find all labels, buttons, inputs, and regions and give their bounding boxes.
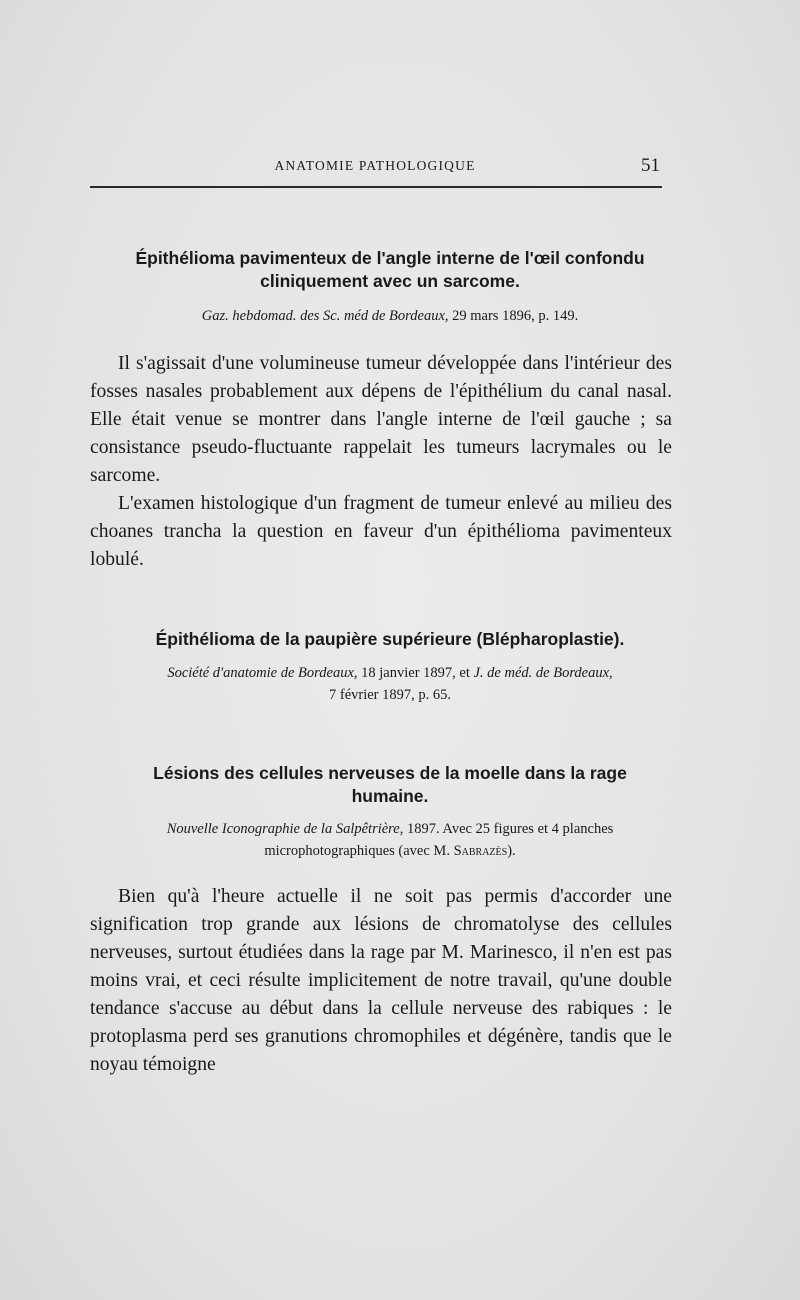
article-3-journal: Nouvelle Iconographie de la Salpêtrière, <box>166 821 404 837</box>
article-3-citation-line-1 <box>100 818 680 840</box>
page-number: 51 <box>641 155 660 176</box>
running-title: ANATOMIE PATHOLOGIQUE <box>274 158 476 173</box>
article-2-citation-line-1 <box>100 662 680 684</box>
article-3-citation-details-b: microphotographiques (avec M. <box>264 843 454 859</box>
article-3-citation-details-a: 1897. Avec 25 figures et 4 planches <box>403 821 614 837</box>
article-1-citation <box>100 305 680 327</box>
article-1-paragraph-1: Il s'agissait d'une volumineuse tumeur développée dans l'intérieur des fosses nasales probablement aux dépens de l'épithélium du canal nasal. Elle était venue se montrer dans l'angle interne de l'œil gauche ; sa consistance pseudo-fluctuante rappelait les tumeurs lacrymales ou le sarcome. <box>90 353 672 486</box>
article-3-coauthor: Sabrazès <box>453 843 508 859</box>
article-1-title <box>100 247 680 293</box>
article-2-citation-details-a: 18 janvier 1897, et <box>357 665 474 681</box>
article-3-citation-line-2 <box>100 840 680 862</box>
article-3-title-line-2: humaine. <box>351 786 429 806</box>
article-1-body <box>90 350 672 574</box>
article-1-citation-details: 29 mars 1896, p. 149. <box>448 308 579 324</box>
article-3-paragraph-1: Bien qu'à l'heure actuelle il ne soit pas permis d'accorder une signification trop grande aux lésions de chromatolyse des cellules nerveuses, surtout étudiées dans la rage par M. Marinesco, il n'en est pas moins vrai, et ceci résulte implicitement de notre travail, qu'une double tendance s'accuse au début dans la cellule nerveuse des rabiques : le protoplasma perd ses granutions chromophiles et dégénère, tandis que le noyau témoigne <box>90 886 672 1075</box>
article-2-citation <box>100 662 680 706</box>
article-2-journal-2: J. de méd. de Bordeaux, <box>473 665 613 681</box>
article-3-title-line-1: Lésions des cellules nerveuses de la moelle dans la rage <box>153 763 627 783</box>
article-3-body <box>90 883 672 1079</box>
article-3-citation-details-c: ). <box>507 843 516 859</box>
article-1-title-line-2: cliniquement avec un sarcome. <box>260 271 520 291</box>
article-1-journal: Gaz. hebdomad. des Sc. méd de Bordeaux, <box>201 308 449 324</box>
article-2-citation-line-2: 7 février 1897, p. 65. <box>328 687 451 703</box>
article-2-title-line-1: Épithélioma de la paupière supérieure (Blépharoplastie). <box>155 629 625 649</box>
article-3-title <box>100 762 680 808</box>
article-3-citation <box>100 818 680 862</box>
running-head <box>90 155 660 182</box>
article-1-paragraph-2: L'examen histologique d'un fragment de tumeur enlevé au milieu des choanes trancha la question en faveur d'un épithélioma pavimenteux lobulé. <box>90 493 672 570</box>
article-2-journal: Société d'anatomie de Bordeaux, <box>167 665 358 681</box>
header-rule <box>90 186 662 188</box>
article-1-title-line-1: Épithélioma pavimenteux de l'angle interne de l'œil confondu <box>135 248 645 268</box>
article-2-title <box>100 628 680 651</box>
